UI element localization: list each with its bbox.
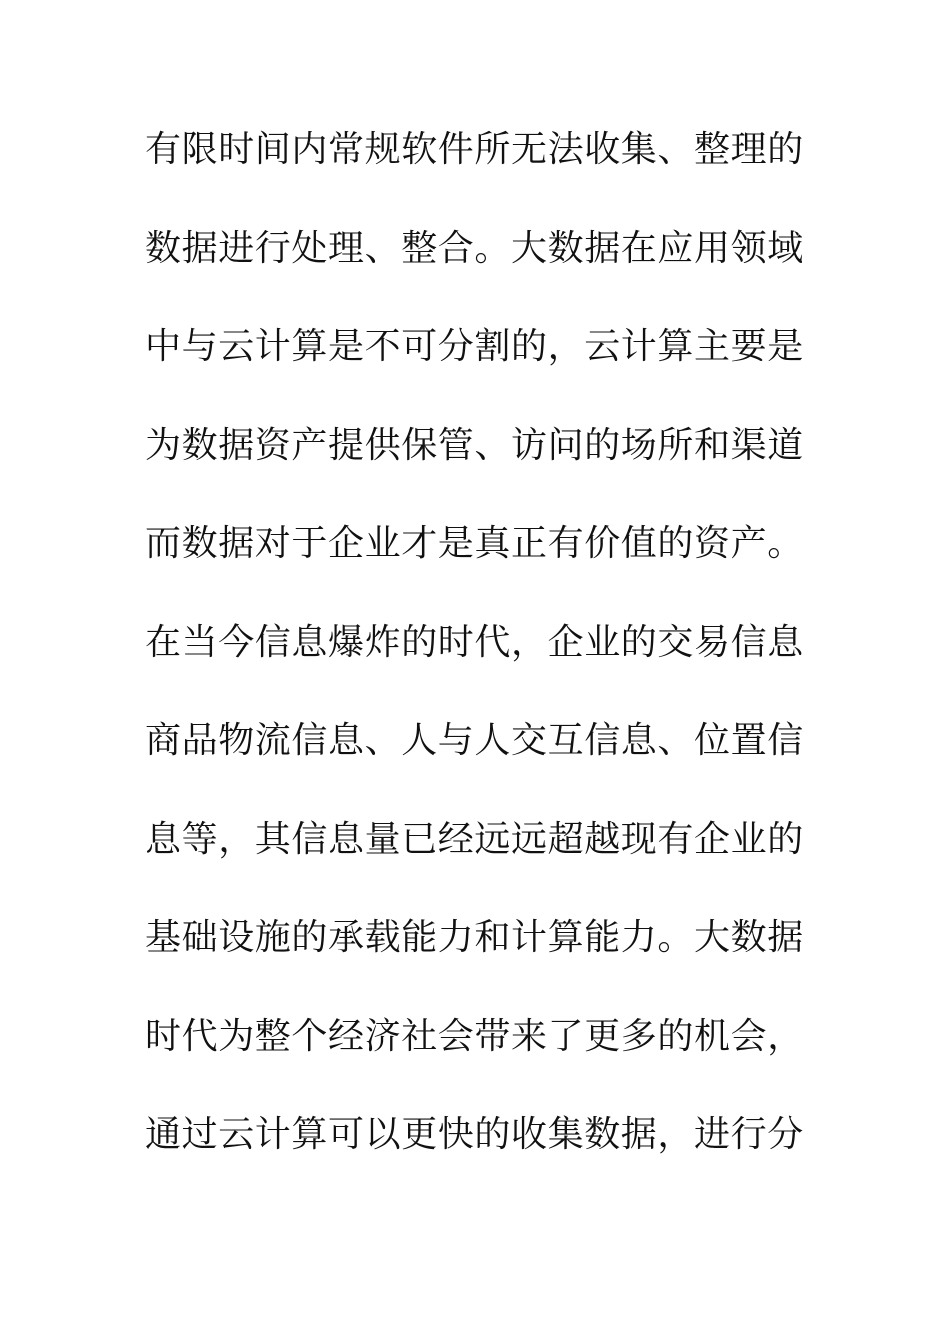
text-line-1: 有限时间内常规软件所无法收集、整理的 bbox=[145, 129, 804, 170]
text-line-7: 商品物流信息、人与人交互信息、位置信 bbox=[145, 720, 804, 761]
text-line-2: 数据进行处理、整合。大数据在应用领域 bbox=[145, 227, 804, 269]
text-line-9: 基础设施的承载能力和计算能力。大数据 bbox=[145, 917, 804, 958]
text-line-6: 在当今信息爆炸的时代，企业的交易信息 bbox=[145, 621, 804, 663]
text-line-5: 而数据对于企业才是真正有价值的资产。 bbox=[145, 523, 804, 564]
body-text bbox=[145, 118, 825, 1202]
text-line-4: 为数据资产提供保管、访问的场所和渠道 bbox=[145, 424, 804, 466]
text-line-3: 中与云计算是不可分割的，云计算主要是 bbox=[145, 326, 804, 367]
text-line-10: 时代为整个经济社会带来了更多的机会， bbox=[145, 1015, 804, 1057]
text-line-11: 通过云计算可以更快的收集数据，进行分 bbox=[145, 1114, 804, 1155]
text-line-8: 息等，其信息量已经远远超越现有企业的 bbox=[145, 818, 804, 860]
